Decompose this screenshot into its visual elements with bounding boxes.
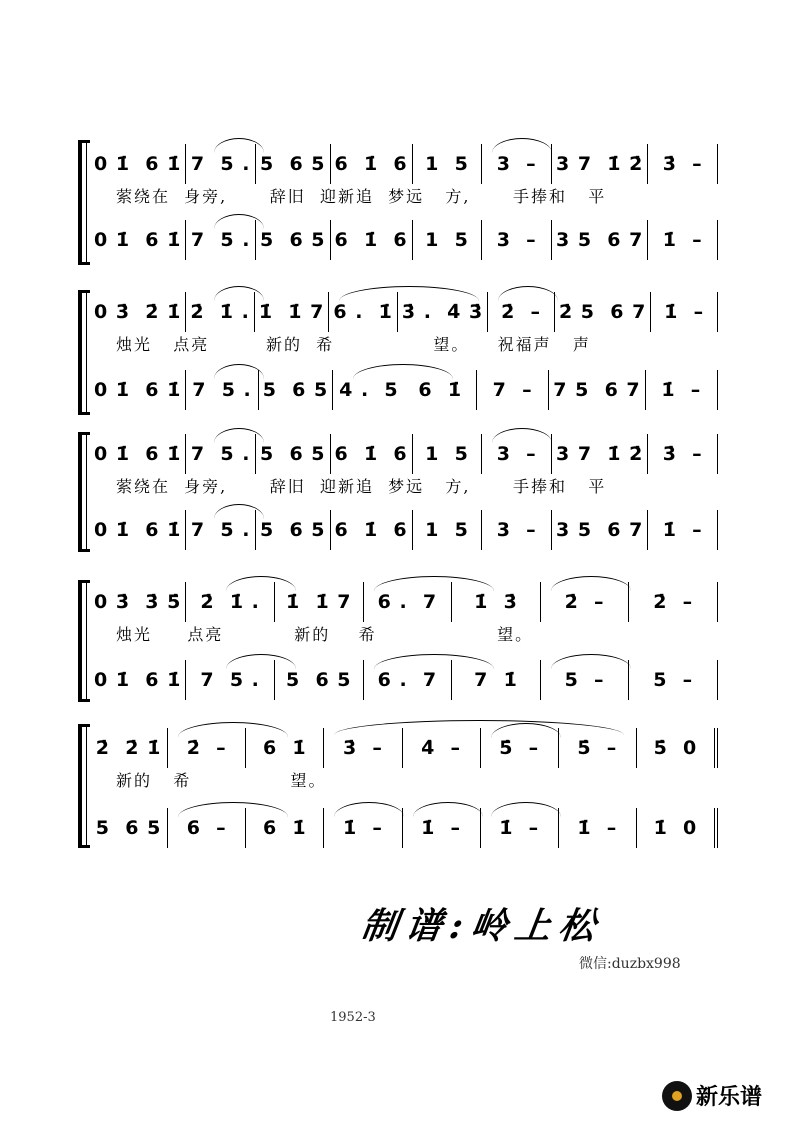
- measure: [90, 728, 167, 768]
- notation-text: 0 1̇ 6 1̇: [94, 519, 182, 541]
- notation-text: 3̇ . 4̇ 3̇: [401, 301, 484, 323]
- notation-text: 6 1̇ 6: [334, 229, 408, 251]
- measure: [330, 220, 412, 260]
- notation-text: 6 1̇ 6: [334, 519, 408, 541]
- measure: [551, 144, 647, 184]
- notation-text: 5̇ –: [499, 737, 540, 759]
- measure: [185, 434, 255, 474]
- notation-text: 6 1̇: [262, 817, 307, 839]
- measure: [636, 808, 718, 848]
- notation-text: 7 5 .: [190, 443, 251, 465]
- notation-text: 3̇ –: [662, 443, 703, 465]
- measure: [481, 144, 551, 184]
- measure: [90, 582, 185, 622]
- lower-staff: [90, 370, 718, 410]
- measure: [451, 660, 540, 700]
- upper-staff: [90, 582, 718, 622]
- system-brace: [78, 432, 90, 552]
- measure: [481, 434, 551, 474]
- measure: [647, 434, 718, 474]
- notation-text: 0 1̇ 6 1̇: [94, 229, 182, 251]
- vinyl-record-icon: [662, 1081, 692, 1111]
- notation-text: 6 1̇: [418, 379, 463, 401]
- measure: [167, 728, 245, 768]
- notation-text: 0 1̇ 6 1̇: [94, 153, 182, 175]
- measure: [487, 292, 554, 332]
- notation-text: 6 . 7: [377, 669, 438, 691]
- notation-text: 4 . 5: [339, 379, 399, 401]
- score-system-3: [78, 432, 718, 552]
- transcriber-signature: 制谱:岭上松: [358, 905, 606, 947]
- notation-text: 2̇ 5 6 7: [558, 301, 647, 323]
- measure: [363, 660, 452, 700]
- measure: [185, 660, 274, 700]
- system-brace: [78, 140, 90, 265]
- notation-text: 1̇ 3̇: [474, 591, 518, 613]
- notation-text: 7 5 .: [190, 153, 251, 175]
- notation-text: 1 5: [425, 153, 469, 175]
- measure: [540, 660, 629, 700]
- measure: [412, 434, 482, 474]
- measure: [412, 220, 482, 260]
- notation-text: 3 7 1̇ 2̇: [556, 443, 644, 465]
- notation-text: 6 1̇: [262, 737, 307, 759]
- slur-mark: [551, 654, 631, 669]
- notation-text: 5 –: [564, 669, 605, 691]
- notation-text: 0 1̇ 6 1̇: [94, 379, 182, 401]
- upper-staff: [90, 292, 718, 332]
- composition-date: 1952-3: [330, 1010, 376, 1025]
- measure: [90, 144, 185, 184]
- measure: [558, 728, 636, 768]
- notation-text: 3 –: [496, 443, 537, 465]
- measure: [185, 510, 255, 550]
- upper-staff: [90, 434, 718, 474]
- measure: [90, 434, 185, 474]
- brand-name: 新乐谱: [696, 1085, 763, 1110]
- lower-staff: [90, 510, 718, 550]
- notation-text: 1 5: [425, 229, 469, 251]
- lyrics-line: [90, 328, 718, 358]
- measure: [628, 582, 718, 622]
- notation-text: 7 –: [492, 379, 533, 401]
- measure: [330, 510, 412, 550]
- measure: [185, 144, 255, 184]
- system-brace: [78, 580, 90, 702]
- lower-staff: [90, 808, 718, 848]
- measure: [332, 370, 404, 410]
- measure: [90, 510, 185, 550]
- notation-text: 6 –: [186, 817, 227, 839]
- notation-text: 1̇ –: [661, 379, 702, 401]
- slur-mark: [492, 428, 552, 443]
- notation-text: 6 . 7: [377, 591, 438, 613]
- notation-text: 5̇ 0: [653, 737, 698, 759]
- notation-text: 2̇ 1̇ .: [200, 591, 260, 613]
- measure: [323, 808, 401, 848]
- measure: [363, 582, 452, 622]
- measure: [647, 144, 718, 184]
- notation-text: 1̇ –: [421, 817, 462, 839]
- lyrics-line: [90, 470, 718, 500]
- score-system-4: [78, 580, 718, 702]
- score-system-1: [78, 140, 718, 265]
- notation-text: 1̇ –: [577, 817, 618, 839]
- measure: [185, 370, 257, 410]
- notation-text: 6 1̇ 6: [334, 443, 408, 465]
- notation-text: 6 . 1̇: [333, 301, 393, 323]
- measure: [328, 292, 397, 332]
- measure: [628, 660, 718, 700]
- measure: [274, 582, 363, 622]
- notation-text: 1 5: [425, 519, 469, 541]
- notation-text: 1̇ 1̇ 7: [258, 301, 325, 323]
- notation-text: 0 3̇ 2̇ 1̇: [94, 301, 182, 323]
- score-system-2: [78, 290, 718, 415]
- notation-text: 5 6 5: [95, 817, 162, 839]
- measure: [330, 434, 412, 474]
- measure: [255, 220, 330, 260]
- notation-text: 2̇ 2̇ 1̇: [95, 737, 162, 759]
- notation-text: 5 –: [653, 669, 694, 691]
- measure: [402, 808, 480, 848]
- measure: [645, 370, 718, 410]
- notation-text: 7 1̇: [474, 669, 518, 691]
- slur-mark: [498, 286, 558, 301]
- lyrics-text: 萦绕在 身旁, 辞旧 迎新追 梦远 方, 手捧和 平: [116, 186, 607, 206]
- slur-mark: [334, 802, 404, 817]
- lower-staff: [90, 220, 718, 260]
- measure: [90, 808, 167, 848]
- measure: [245, 808, 323, 848]
- notation-text: 7 5 .: [200, 669, 260, 691]
- measure: [274, 660, 363, 700]
- slur-mark: [491, 802, 561, 817]
- notation-text: 3 –: [496, 153, 537, 175]
- notation-text: 7 5 .: [190, 519, 251, 541]
- lower-staff: [90, 660, 718, 700]
- measure: [451, 582, 540, 622]
- notation-text: 5 6 5: [260, 519, 326, 541]
- lyrics-line: [90, 180, 718, 210]
- notation-text: 3 5 6 7: [556, 519, 644, 541]
- measure: [647, 220, 718, 260]
- notation-text: 1̇ 1̇ 7: [286, 591, 352, 613]
- system-brace: [78, 290, 90, 415]
- notation-text: 1̇ –: [662, 229, 703, 251]
- measure: [650, 292, 718, 332]
- lyrics-line: [90, 764, 718, 794]
- measure: [412, 144, 482, 184]
- measure: [481, 510, 551, 550]
- notation-text: 0 3̇ 3̇ 5̇: [94, 591, 182, 613]
- measure: [90, 220, 185, 260]
- notation-text: 4̇ –: [421, 737, 462, 759]
- measure: [255, 144, 330, 184]
- wechat-contact: 微信:duzbx998: [579, 956, 681, 972]
- notation-text: 3 7 1̇ 2̇: [556, 153, 644, 175]
- measure: [397, 292, 487, 332]
- notation-text: 5 6 5: [260, 153, 326, 175]
- notation-text: 1̇ –: [342, 817, 383, 839]
- notation-text: 2̇ –: [501, 301, 542, 323]
- score-system-5: [78, 724, 718, 848]
- measure: [551, 220, 647, 260]
- slur-mark: [492, 138, 552, 153]
- system-brace: [78, 724, 90, 848]
- measure: [480, 728, 558, 768]
- measure: [245, 728, 323, 768]
- notation-text: 3̇ –: [662, 153, 703, 175]
- measure: [636, 728, 718, 768]
- measure: [540, 582, 629, 622]
- lyrics-text: 烛光 点亮 新的 希 望。: [116, 624, 534, 644]
- notation-text: 5 6 5: [286, 669, 352, 691]
- measure: [480, 808, 558, 848]
- lyrics-line: [90, 618, 718, 648]
- notation-text: 5 6 5: [260, 229, 326, 251]
- measure: [258, 370, 333, 410]
- measure: [255, 434, 330, 474]
- notation-text: 2̇ –: [653, 591, 694, 613]
- notation-text: 1̇ –: [662, 519, 703, 541]
- notation-text: 5 6 5: [260, 443, 326, 465]
- notation-text: 5̇ –: [577, 737, 618, 759]
- measure: [255, 510, 330, 550]
- notation-text: 0 1̇ 6 1̇: [94, 669, 182, 691]
- measure: [185, 582, 274, 622]
- measure: [330, 144, 412, 184]
- notation-text: 1̇ –: [499, 817, 540, 839]
- measure: [554, 292, 650, 332]
- measure: [481, 220, 551, 260]
- measure: [90, 370, 185, 410]
- notation-text: 3 –: [496, 519, 537, 541]
- notation-text: 0 1̇ 6 1̇: [94, 443, 182, 465]
- measure: [551, 510, 647, 550]
- measure: [551, 434, 647, 474]
- notation-text: 3̇ –: [342, 737, 383, 759]
- notation-text: 1̇ –: [664, 301, 705, 323]
- lyrics-text: 新的 希 望。: [116, 770, 327, 790]
- brand-logo[interactable]: [662, 1080, 762, 1111]
- notation-text: 5 6 5: [262, 379, 329, 401]
- upper-staff: [90, 144, 718, 184]
- measure: [90, 292, 185, 332]
- notation-text: 1̇ 0: [653, 817, 698, 839]
- notation-text: 1 5: [425, 443, 469, 465]
- notation-text: 2̇ –: [564, 591, 605, 613]
- measure: [558, 808, 636, 848]
- measure: [323, 728, 401, 768]
- measure: [167, 808, 245, 848]
- notation-text: 3 –: [496, 229, 537, 251]
- measure: [90, 660, 185, 700]
- upper-staff: [90, 728, 718, 768]
- notation-text: 7 5 .: [192, 379, 252, 401]
- notation-text: 7 5 6 7: [553, 379, 641, 401]
- notation-text: 6 1̇ 6: [334, 153, 408, 175]
- measure: [254, 292, 329, 332]
- measure: [185, 220, 255, 260]
- lyrics-text: 烛光 点亮 新的 希 望。 祝福声 声: [116, 334, 591, 354]
- measure: [647, 510, 718, 550]
- lyrics-text: 萦绕在 身旁, 辞旧 迎新追 梦远 方, 手捧和 平: [116, 476, 607, 496]
- measure: [185, 292, 254, 332]
- measure: [548, 370, 644, 410]
- notation-text: 2̇ –: [186, 737, 227, 759]
- slur-mark: [551, 576, 631, 591]
- slur-mark: [413, 802, 483, 817]
- notation-text: 2̇ 1̇ .: [190, 301, 250, 323]
- measure: [405, 370, 476, 410]
- measure: [402, 728, 480, 768]
- notation-text: 3 5 6 7: [556, 229, 644, 251]
- notation-text: 7 5 .: [190, 229, 251, 251]
- measure: [412, 510, 482, 550]
- measure: [476, 370, 548, 410]
